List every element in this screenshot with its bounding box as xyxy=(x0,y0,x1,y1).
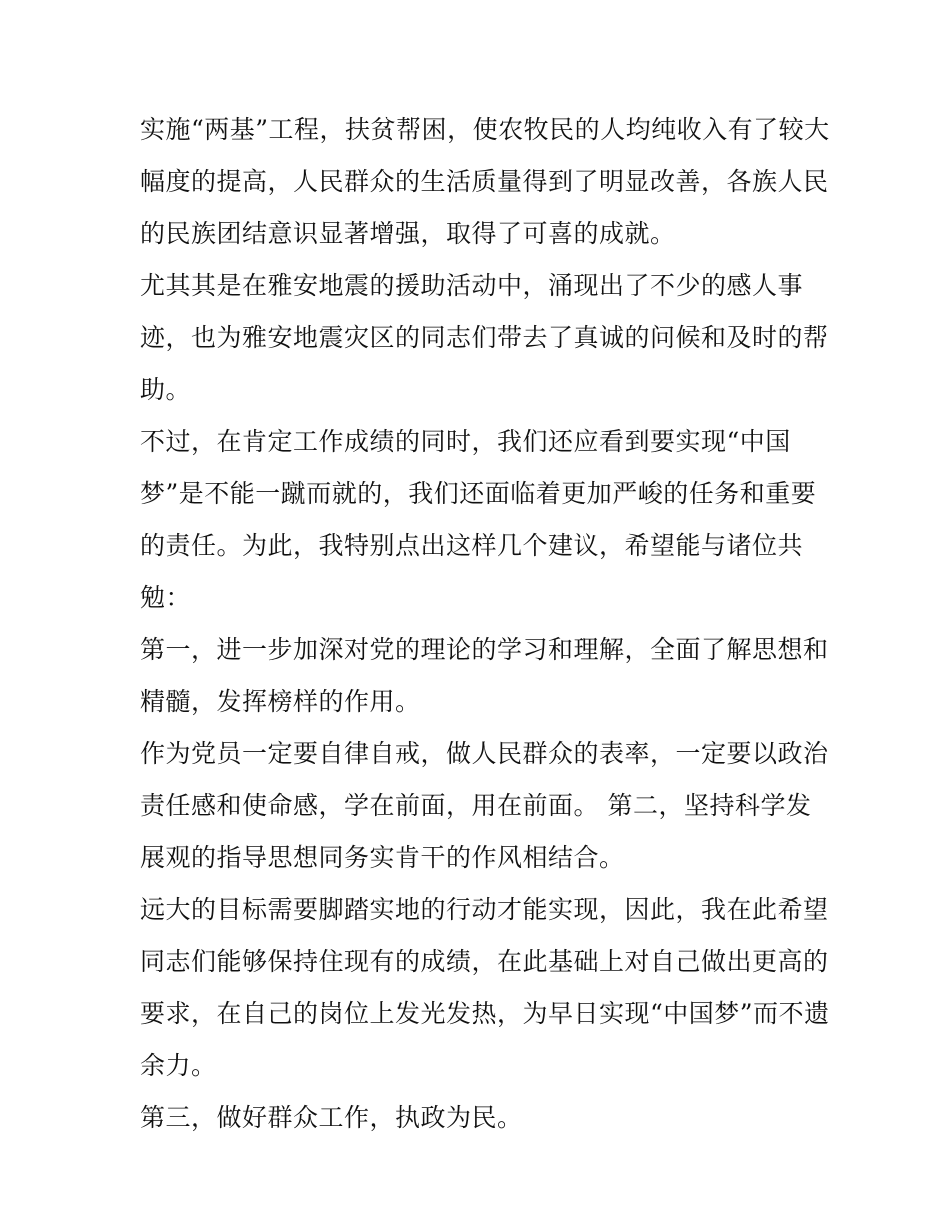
text-line: 助。 xyxy=(140,375,192,404)
text-line: 展观的指导思想同务实肯干的作风相结合。 xyxy=(140,843,625,872)
text-line: 精髓，发挥榜样的作用。 xyxy=(140,687,421,716)
text-line: 实施“两基”工程，扶贫帮困，使农牧民的人均纯收入有了较大 xyxy=(140,115,830,144)
text-line: 幅度的提高，人民群众的生活质量得到了明显改善，各族人民 xyxy=(140,167,829,196)
text-line: 的责任。为此，我特别点出这样几个建议，希望能与诸位共 xyxy=(140,531,804,560)
text-line: 不过，在肯定工作成绩的同时，我们还应看到要实现“中国 xyxy=(140,427,791,456)
text-line: 余力。 xyxy=(140,1051,217,1080)
text-line: 同志们能够保持住现有的成绩，在此基础上对自己做出更高的 xyxy=(140,947,829,976)
text-line: 责任感和使命感，学在前面，用在前面。 第二，坚持科学发 xyxy=(140,791,812,820)
text-line: 作为党员一定要自律自戒，做人民群众的表率，一定要以政治 xyxy=(140,739,829,768)
text-line: 第一，进一步加深对党的理论的学习和理解，全面了解思想和 xyxy=(140,635,829,664)
text-line: 第三，做好群众工作，执政为民。 xyxy=(140,1103,523,1132)
text-line: 迹，也为雅安地震灾区的同志们带去了真诚的问候和及时的帮 xyxy=(140,323,829,352)
text-line: 远大的目标需要脚踏实地的行动才能实现，因此，我在此希望 xyxy=(140,895,829,924)
document-body xyxy=(140,104,830,1144)
text-line: 要求，在自己的岗位上发光发热，为早日实现“中国梦”而不遗 xyxy=(140,999,830,1028)
text-line: 勉： xyxy=(140,583,192,612)
text-line: 的民族团结意识显著增强，取得了可喜的成就。 xyxy=(140,219,676,248)
text-line: 尤其其是在雅安地震的援助活动中，涌现出了不少的感人事 xyxy=(140,271,804,300)
text-line: 梦”是不能一蹴而就的，我们还面临着更加严峻的任务和重要 xyxy=(140,479,817,508)
